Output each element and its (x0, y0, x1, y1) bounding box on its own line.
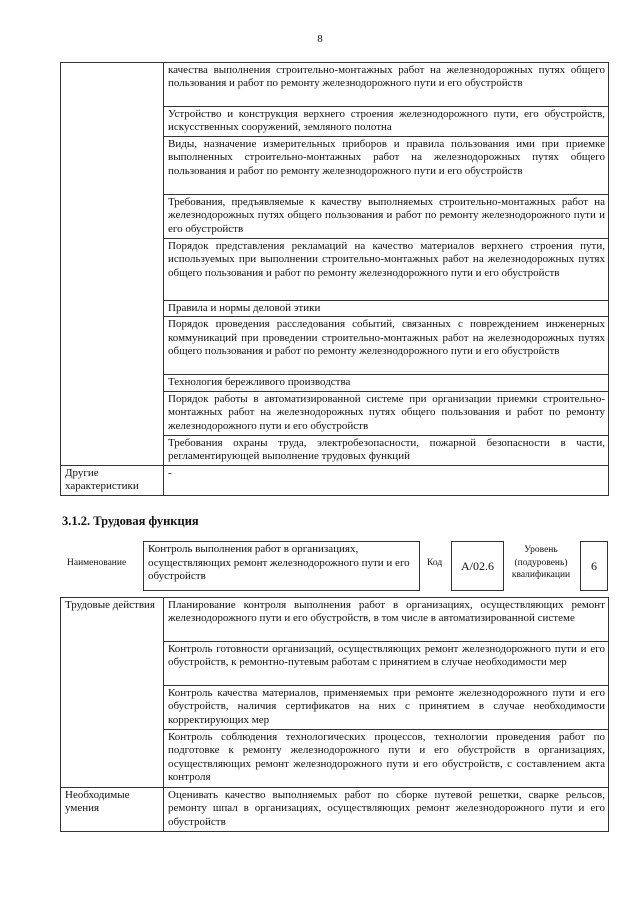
action-item: Контроль качества материалов, применяемых при ремонте железнодорожного пути и его обустройств, наличия сертификатов на них с принятием в случае необходимости корректирующих мер (164, 686, 609, 730)
knowledge-item: Устройство и конструкция верхнего строения железнодорожного пути, его обустройств, искусственных сооружений, земляного полотна (164, 107, 609, 137)
action-item: Контроль соблюдения технологических процессов, технологии проведения работ по подготовке к ремонту железнодорожного пути и его обустройств в организациях, осуществляющих ремонт железнодорожного пути и его обустройств, с составлением акта контроля (164, 730, 609, 788)
level-value-box: 6 (580, 541, 608, 591)
knowledge-item: Требования, предъявляемые к качеству выполняемых строительно-монтажных работ на железнодорожных путях общего пользования и работ по ремонту железнодорожного пути и его обустройств (164, 195, 609, 239)
empty-label-cell (61, 63, 164, 466)
action-item: Планирование контроля выполнения работ в организациях, осуществляющих ремонт железнодорожного пути и его обустройств, в том числе в автоматизированной системе (164, 598, 609, 642)
knowledge-item: Порядок представления рекламаций на качество материалов верхнего строения пути, используемых при выполнении строительно-монтажных работ на железнодорожных путях общего пользования и работ по ремонту железнодорожного пути и его обустройств (164, 239, 609, 301)
knowledge-item: Порядок работы в автоматизированной системе при организации приемки строительно-монтажных работ на железнодорожных путях общего пользования и работ по ремонту железнодорожного пути и его обустройств (164, 391, 609, 435)
other-characteristics-label: Другие характеристики (61, 465, 164, 495)
skills-label: Необходимые умения (61, 788, 164, 832)
knowledge-item: Правила и нормы деловой этики (164, 301, 609, 317)
skill-item: Оценивать качество выполняемых работ по сборке путевой решетки, сварке рельсов, ремонту шпал в организациях, осуществляющих ремонт железнодорожного пути и его обустройств (164, 788, 609, 832)
name-label: Наименование (67, 558, 127, 568)
function-details-table (60, 597, 609, 832)
function-name-box: Контроль выполнения работ в организациях, осуществляющих ремонт железнодорожного пути и его обустройств (143, 541, 420, 591)
actions-label: Трудовые действия (61, 598, 164, 788)
knowledge-item: Порядок проведения расследования событий, связанных с повреждением инженерных коммуникаций при проведении строительно-монтажных работ на железнодорожных путях общего пользования и работ по ремонту железнодорожного пути и его обустройств (164, 317, 609, 375)
code-value-box: А/02.6 (451, 541, 504, 591)
page-number: 8 (317, 33, 323, 45)
knowledge-item: Технология бережливого производства (164, 375, 609, 391)
knowledge-item: Требования охраны труда, электробезопасности, пожарной безопасности в части, регламентирующей выполнение трудовых функций (164, 435, 609, 465)
knowledge-item: Виды, назначение измерительных приборов и правила пользования ими при приемке выполненных строительно-монтажных работ на железнодорожных путях общего пользования и работ по ремонту железнодорожного пути и его обустройств (164, 137, 609, 195)
knowledge-item: качества выполнения строительно-монтажных работ на железнодорожных путях общего пользования и работ по ремонту железнодорожного пути и его обустройств (164, 63, 609, 107)
level-label: Уровень (подуровень) квалификации (511, 545, 571, 580)
action-item: Контроль готовности организаций, осуществляющих ремонт железнодорожного пути и его обустройств, к ремонтно-путевым работам с принятием в случае необходимости мер (164, 642, 609, 686)
code-label: Код (427, 558, 443, 568)
knowledge-table-continued (60, 62, 609, 496)
other-characteristics-value: - (164, 465, 609, 495)
section-title: 3.1.2. Трудовая функция (62, 514, 199, 528)
